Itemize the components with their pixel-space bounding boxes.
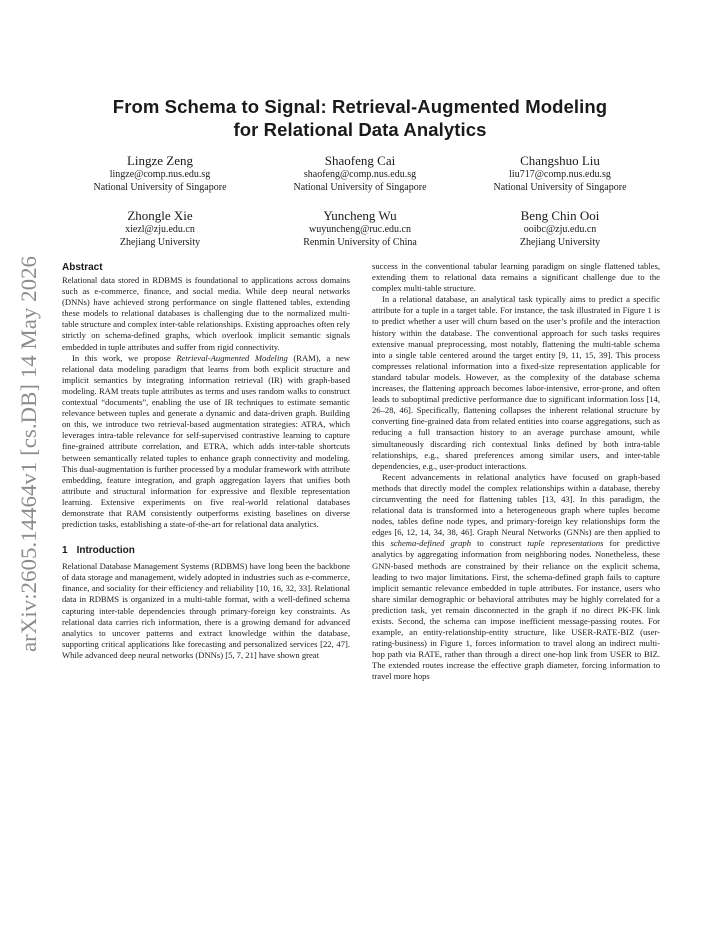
right-column — [372, 261, 660, 683]
author-email: ooibc@zju.edu.cn — [523, 224, 597, 235]
author-email: xiezl@zju.edu.cn — [125, 224, 195, 235]
author-entry — [260, 207, 460, 249]
emphasized-term: schema-defined graph — [390, 538, 472, 549]
intro-paragraph-1: Relational Database Management Systems (RDBMS) have long been the backbone of data storage and management, widely adopted in industries such as e-commerce, finance, and sociality for their efficiency and reliability [10, 16, 32, 33]. Relational data in RDBMS is organized in a multi-table format, with a well-defined schema capturing inter-table dependencies through primary-foreign key constraints. As relational data carries rich information, there is a growing demand for advanced analytics to uncover patterns and extract knowledge within the database, supporting critical applications like forecasting and personalized services [22, 47]. While advanced deep neural networks (DNNs) [5, 7, 21] have shown great — [62, 561, 350, 660]
section-title: Introduction — [76, 545, 135, 557]
title-line-2: for Relational Data Analytics — [233, 119, 487, 140]
abstract-paragraph-2 — [62, 353, 350, 531]
author-name: Lingze Zeng — [126, 153, 194, 168]
author-entry — [260, 152, 460, 194]
author-affiliation: Zhejiang University — [119, 236, 201, 248]
body-text: Recent advancements in relational analytics have focused on graph-based methods that directly model the complex relationships within a database, thereby circumventing the need for flattening tables [13, 43]. In this paradigm, the relational data is transformed into a heterogeneous graph where tuples become nodes, tables define node types, and primary-foreign key relationships form the edges [6, 12, 14, 34, 38, 46]. Graph Neural Networks (GNNs) are then applied to this — [372, 471, 660, 549]
body-text: to construct — [471, 538, 528, 549]
arxiv-id-text: arXiv:2605.14464v1 [cs.DB] 14 May 2026 — [16, 271, 41, 652]
author-entry — [460, 207, 660, 249]
intro-paragraph-1-continued: success in the conventional tabular learning paradigm on single flattened tables, extending them to relational data remains a significant challenge due to the complex multi-table structure. — [372, 261, 660, 294]
author-name: Changshuo Liu — [520, 153, 600, 168]
section-heading-introduction — [62, 544, 350, 557]
body-text: for predictive analytics by aggregating information from neighboring nodes. Nonetheless, these GNN-based methods are constrained by their reliance on the explicit schema, leading to two major limitations. First, the schema-defined graph fails to capture implicit semantic relevance embedded in tuple attributes. For instance, users who share similar demographic or behavioral attributes may be highly correlated for a prediction task, yet remain disconnected in the graph if no direct PK-FK link exists. Second, the schema can impose inefficient message-passing routes. For example, an entity-relationship-entity structure, like USER-RATE-BIZ (user-rating-business) in Figure 1, forces information to travel along an indirect multi-hop path via RATE, rather than through a direct one-hop link from USER to BIZ. The extended routes increase the effective graph diameter, forcing information to travel more hops — [372, 538, 660, 682]
author-name: Beng Chin Ooi — [520, 208, 600, 223]
author-email: wuyuncheng@ruc.edu.cn — [309, 224, 411, 235]
abstract-text: (RAM), a new relational data modeling paradigm that learns from both explicit structure and implicit semantics by integrating information retrieval (IR) with graph-based modeling. RAM treats tuple attributes as terms and uses random walks to construct contextual “documents”, enabling the use of IR techniques to estimate semantic relevance between tuples and generate a dynamic and data-driven graph. Building on this, we introduce two retrieval-based augmentation strategies: ATRA, which leverages intra-table relevance for self-supervised contrastive learning to capture fine-grained attribute correlation, and ETRA, which adds inter-table shortcuts between semantically related tuples to enhance graph connectivity and modeling. This dual-augmentation is further processed by a modular framework with attribute embedding, feature integration, and graph aggregation layers that unifies both attribute and structural information for expressive and flexible representation learning. Extensive experiments on five real-world relational databases demonstrate that RAM consistently outperforms existing baselines on diverse prediction tasks, establishing a state-of-the-art for relational data analytics. — [62, 352, 351, 530]
section-number: 1 — [62, 545, 68, 557]
paper-title — [60, 95, 660, 141]
author-affiliation: Renmin University of China — [303, 236, 417, 248]
author-affiliation: Zhejiang University — [519, 236, 601, 248]
author-name: Yuncheng Wu — [323, 208, 397, 223]
intro-paragraph-3 — [372, 472, 660, 683]
author-email: liu717@comp.nus.edu.sg — [509, 169, 611, 180]
left-column — [62, 261, 350, 661]
abstract-heading: Abstract — [62, 262, 103, 273]
author-entry — [460, 152, 660, 194]
abstract-text: In this work, we propose — [72, 352, 177, 363]
author-entry — [60, 152, 260, 194]
author-affiliation: National University of Singapore — [293, 181, 427, 193]
arxiv-identifier-stamp — [6, 256, 46, 652]
emphasized-term: tuple representations — [527, 538, 604, 549]
author-email: shaofeng@comp.nus.edu.sg — [303, 169, 417, 180]
intro-paragraph-2: In a relational database, an analytical task typically aims to predict a specific attribute for a tuple in a target table. For instance, the task illustrated in Figure 1 is to predict whether a user will churn based on the user’s profile and the interaction history within the database. The conventional approach for such tasks requires extensive manual preprocessing, most notably, flattening the multi-table schema into a single table centered around the target entity [9, 11, 15, 39]. This process compresses relational information into a fixed-size representation applicable for standard tabular models. However, as the complexity of the database schema increases, the flattening approach becomes labor-intensive, error-prone, and often leads to suboptimal predictive performance due to significant information loss [14, 26–28, 46]. Specifically, flattening collapses the inherent relational structure by converting fine-grained data from related entities into coarse aggregations, such as reducing a full transaction history to an average purchase amount, while simultaneously discarding rich contextual links defined by both intra-table relationships, e.g., shared preferences among similar users, and inter-table dependencies, e.g., user-product interactions. — [372, 294, 660, 471]
author-email: lingze@comp.nus.edu.sg — [109, 169, 211, 180]
author-name: Zhongle Xie — [127, 208, 193, 223]
author-affiliation: National University of Singapore — [493, 181, 627, 193]
author-affiliation: National University of Singapore — [93, 181, 227, 193]
author-name: Shaofeng Cai — [324, 153, 396, 168]
abstract-paragraph-1: Relational data stored in RDBMS is foundational to applications across domains such as e-commerce, finance, and social media. While deep neural networks (DNNs) have achieved strong performance on single flattened tables, extending these models to relational databases is challenging due to the normalized multi-table structure and complex inter-table relationships. Existing approaches often rely strictly on schema-defined graphs, which overlook implicit semantic signals embedded in tuple attributes and suffer from rigid connectivity. — [62, 275, 350, 352]
emphasized-term: Retrieval-Augmented Modeling — [176, 352, 288, 363]
title-line-1: From Schema to Signal: Retrieval-Augmented Modeling — [112, 96, 608, 117]
author-entry — [60, 207, 260, 249]
